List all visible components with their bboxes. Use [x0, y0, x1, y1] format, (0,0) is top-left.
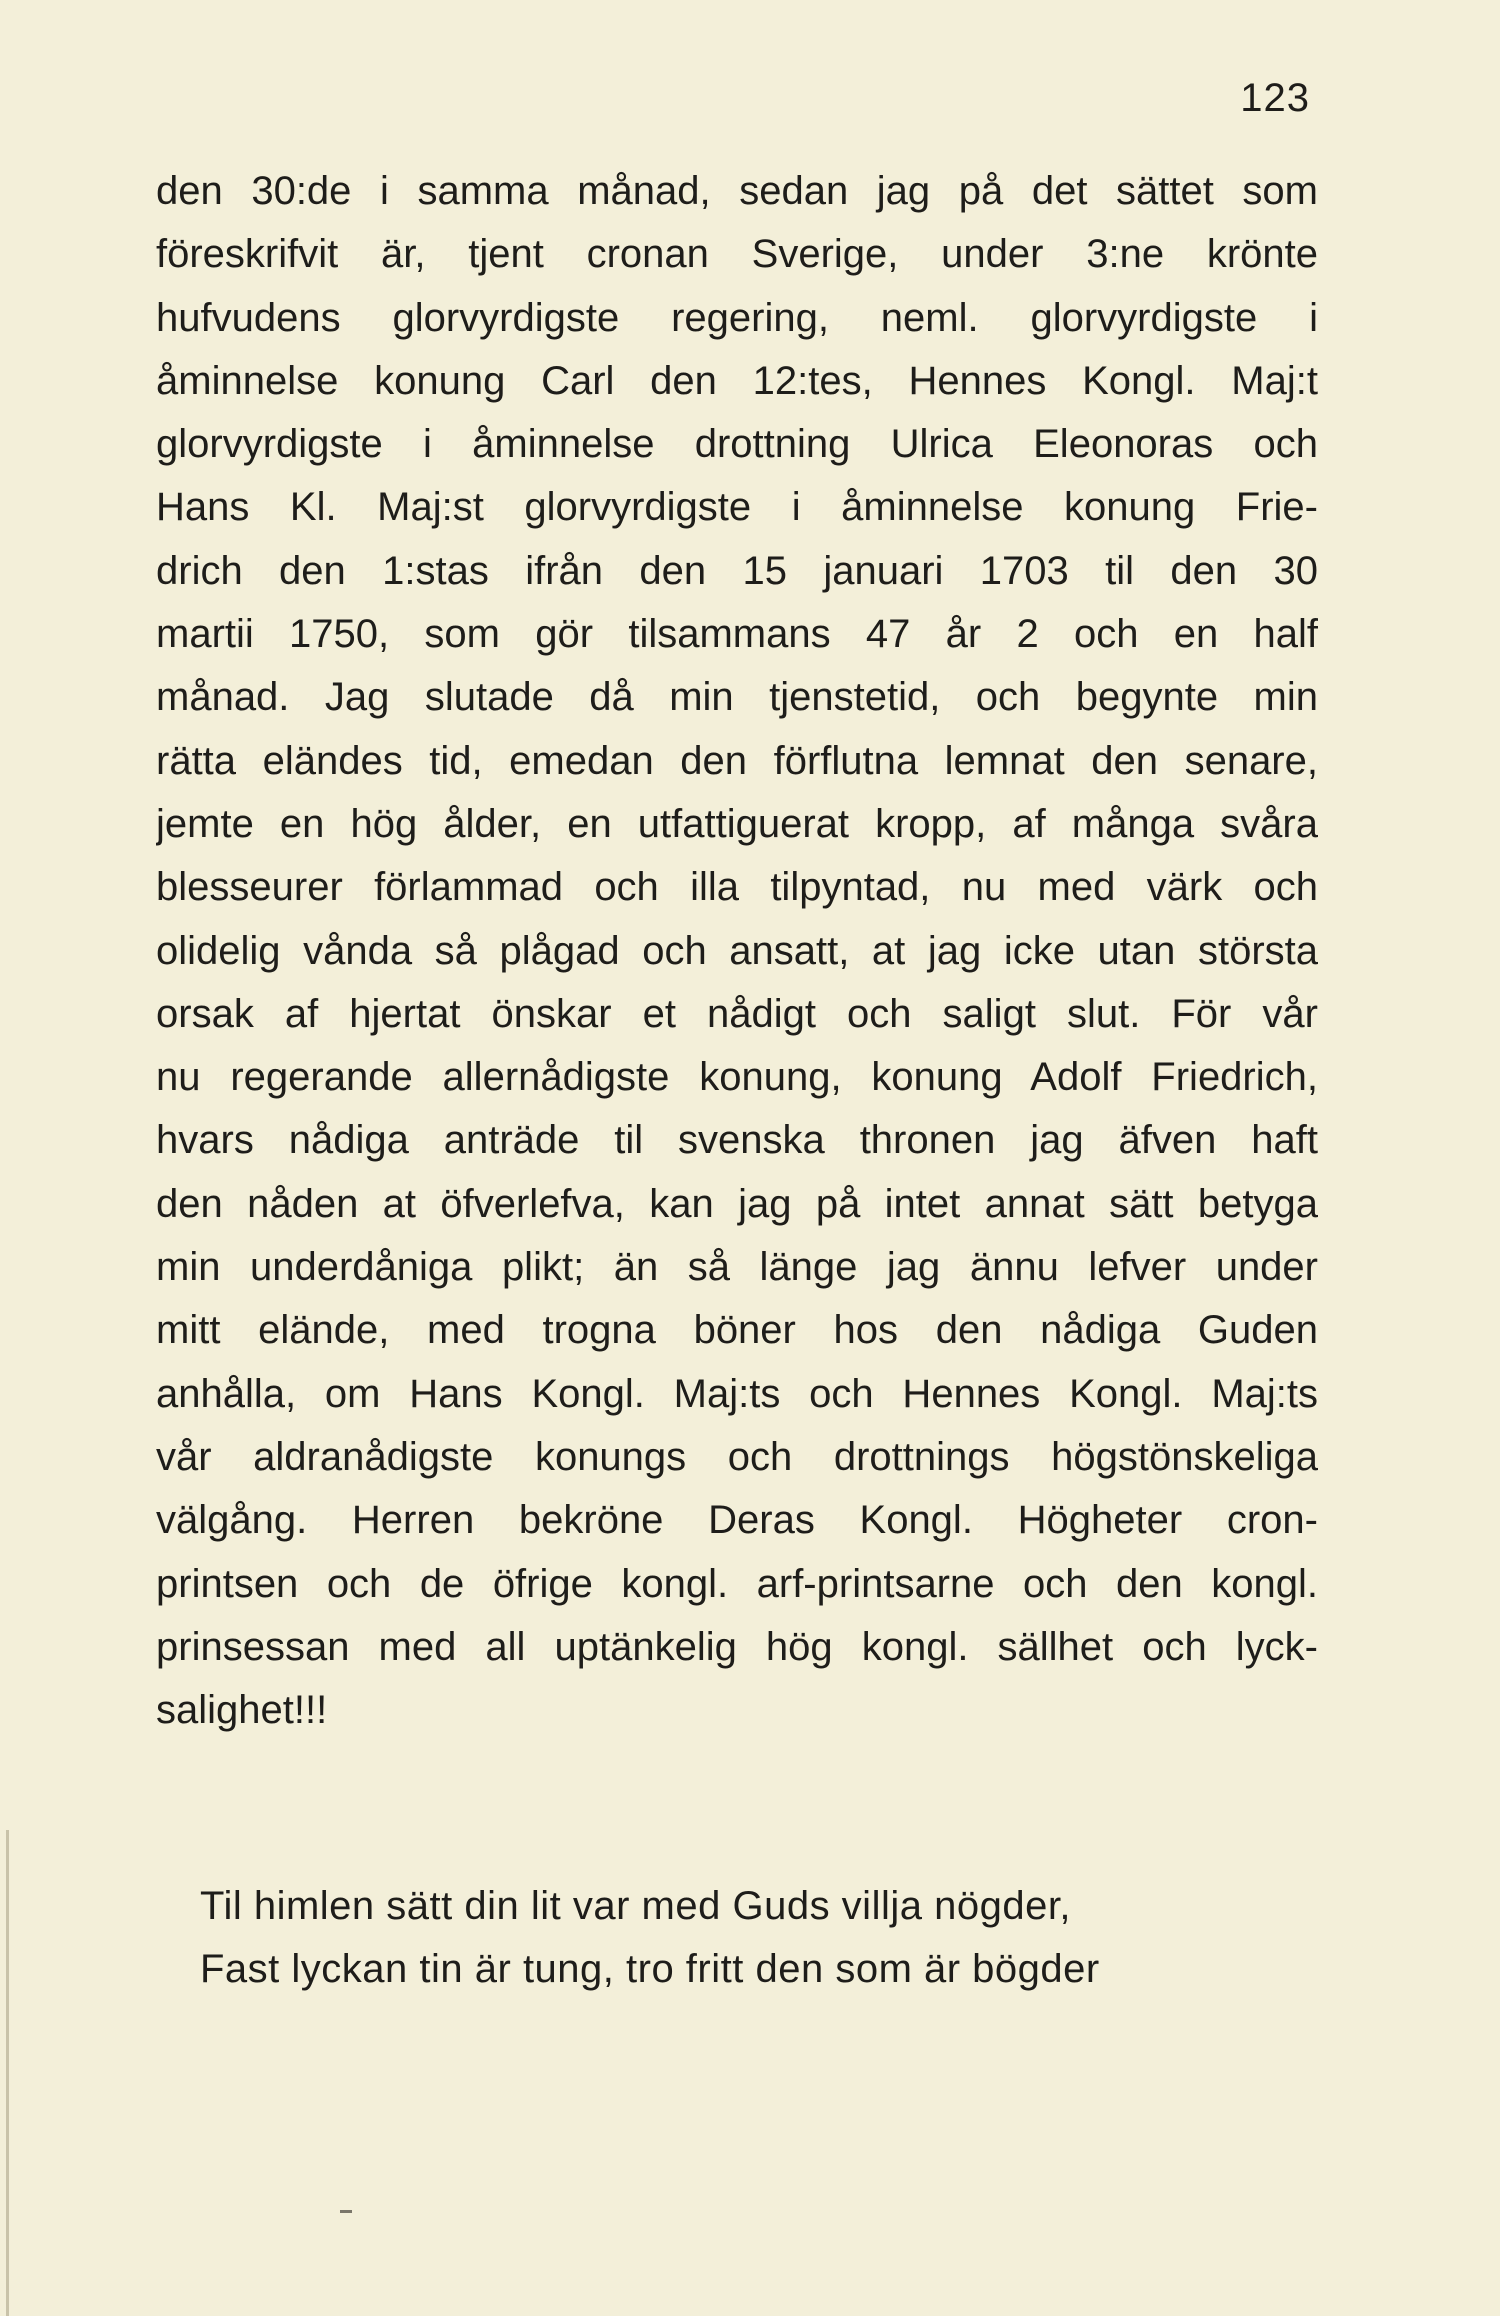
text-line: min underdåniga plikt; än så länge jag ännu lefver under: [156, 1245, 1318, 1290]
text-line: nu regerande allernådigste konung, konung Adolf Friedrich,: [156, 1055, 1318, 1100]
text-line: rätta eländes tid, emedan den förflutna lemnat den senare,: [156, 738, 1318, 783]
text-line: den nåden at öfverlefva, kan jag på intet annat sätt betyga: [156, 1181, 1318, 1226]
page-gutter-shadow: [6, 1830, 9, 2316]
text-line: välgång. Herren bekröne Deras Kongl. Högheter cron-: [156, 1498, 1318, 1543]
text-line: vår aldranådigste konungs och drottnings högstönskeliga: [156, 1434, 1318, 1479]
text-line: föreskrifvit är, tjent cronan Sverige, under 3:ne krönte: [156, 232, 1318, 277]
text-line: anhålla, om Hans Kongl. Maj:ts och Hennes Kongl. Maj:ts: [156, 1371, 1318, 1416]
text-line: olidelig vånda så plågad och ansatt, at jag icke utan största: [156, 928, 1318, 973]
text-line: hufvudens glorvyrdigste regering, neml. glorvyrdigste i: [156, 295, 1318, 340]
verse: [200, 1875, 1300, 2001]
text-line: salighet!!!: [156, 1688, 328, 1733]
print-speck: [340, 2210, 352, 2213]
verse-line: Fast lyckan tin är tung, tro fritt den som är bögder: [200, 1947, 1100, 1991]
text-line: printsen och de öfrige kongl. arf-printsarne och den kongl.: [156, 1561, 1318, 1606]
text-line: blesseurer förlammad och illa tilpyntad, nu med värk och: [156, 865, 1318, 910]
text-line: månad. Jag slutade då min tjenstetid, och begynte min: [156, 675, 1318, 720]
text-line: glorvyrdigste i åminnelse drottning Ulrica Eleonoras och: [156, 422, 1318, 467]
text-line: hvars nådiga anträde til svenska thronen jag äfven haft: [156, 1118, 1318, 1163]
verse-line: Til himlen sätt din lit var med Guds villja nögder,: [200, 1884, 1072, 1928]
text-line: den 30:de i samma månad, sedan jag på det sättet som: [156, 169, 1318, 213]
text-line: drich den 1:stas ifrån den 15 januari 1703 til den 30: [156, 548, 1318, 593]
text-line: martii 1750, som gör tilsammans 47 år 2 och en half: [156, 612, 1318, 657]
text-line: orsak af hjertat önskar et nådigt och saligt slut. För vår: [156, 991, 1318, 1036]
page-number: 123: [1240, 76, 1310, 120]
text-line: jemte en hög ålder, en utfattiguerat kropp, af många svåra: [156, 801, 1318, 846]
text-line: åminnelse konung Carl den 12:tes, Hennes Kongl. Maj:t: [156, 358, 1318, 403]
text-line: prinsessan med all uptänkelig hög kongl. sällhet och lyck-: [156, 1624, 1318, 1669]
text-line: Hans Kl. Maj:st glorvyrdigste i åminnelse konung Frie-: [156, 485, 1318, 530]
body-text: [156, 160, 1318, 1742]
text-line: mitt elände, med trogna böner hos den nådiga Guden: [156, 1308, 1318, 1353]
